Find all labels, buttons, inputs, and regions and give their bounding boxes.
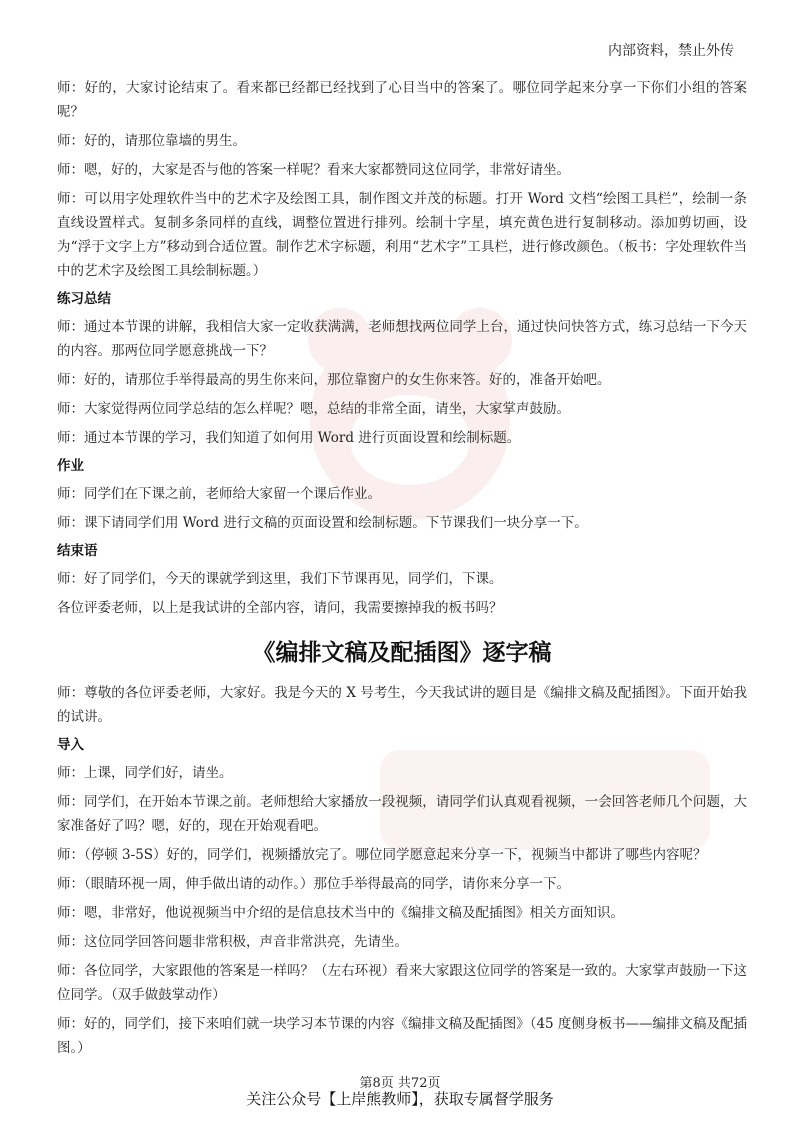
section-heading-homework: 作业 (57, 458, 84, 474)
paragraph: 师：（停顿 3-5S）好的，同学们，视频播放完了。哪位同学愿意起来分享一下，视频当中都讲了哪些内容呢？ (57, 847, 707, 863)
paragraph: 师：通过本节课的讲解，我相信大家一定收获满满，老师想找两位同学上台，通过快问快答方式，练习总结一下今天的内容。那两位同学愿意挑战一下？ (57, 319, 747, 359)
paragraph: 师：嗯，好的，大家是否与他的答案一样呢？看来大家都赞同这位同学，非常好请坐。 (57, 162, 570, 178)
paragraph: 师：各位同学，大家跟他的答案是一样吗？（左右环视）看来大家跟这位同学的答案是一致的。大家掌声鼓励一下这位同学。（双手做鼓掌动作） (57, 963, 747, 1003)
paragraph: 师：这位同学回答问题非常积极，声音非常洪亮，先请坐。 (57, 934, 408, 950)
document-title: 《编排文稿及配插图》逐字稿 (252, 640, 552, 666)
section-heading-closing: 结束语 (57, 543, 98, 559)
paragraph: 师：好的，同学们，接下来咱们就一块学习本节课的内容《编排文稿及配插图》（45 度侧身板书——编排文稿及配插图。） (57, 1016, 747, 1056)
paragraph: 各位评委老师，以上是我试讲的全部内容，请问，我需要擦掉我的板书吗？ (57, 600, 503, 616)
document-body (57, 76, 747, 1065)
paragraph: 师：可以用字处理软件当中的艺术字及绘图工具，制作图文并茂的标题。打开 Word 文档“绘图工具栏”，绘制一条直线设置样式。复制多条同样的直线，调整位置进行排列。绘制十字星，填充黄色进行复制移动。添加剪切画，设为“浮于文字上方”移动到合适位置。制作艺术字标题，利用“艺术字”工具栏，进行修改颜色。（板书：字处理软件当中的艺术字及绘图工具绘制标题。） (57, 191, 747, 279)
discussion-section (57, 76, 747, 283)
paragraph: 师：（眼睛环视一周，伸手做出请的动作。）那位手举得最高的同学，请你来分享一下。 (57, 876, 570, 892)
paragraph: 师：嗯，非常好，他说视频当中介绍的是信息技术当中的《编排文稿及配插图》相关方面知识。 (57, 905, 624, 921)
paragraph: 师：好了同学们，今天的课就学到这里，我们下节课再见，同学们，下课。 (57, 571, 503, 587)
paragraph: 师：好的，大家讨论结束了。看来都已经都已经找到了心目当中的答案了。哪位同学起来分享一下你们小组的答案呢？ (57, 80, 747, 120)
paragraph: 师：好的，请那位靠墙的男生。 (57, 133, 246, 149)
paragraph: 师：课下请同学们用 Word 进行文稿的页面设置和绘制标题。下节课我们一块分享一下。 (57, 515, 588, 531)
paragraph: 师：同学们，在开始本节课之前。老师想给大家播放一段视频，请同学们认真观看视频，一会回答老师几个问题，大家准备好了吗？嗯，好的，现在开始观看吧。 (57, 794, 747, 834)
paragraph: 师：尊敬的各位评委老师，大家好。我是今天的 X 号考生，今天我试讲的题目是《编排文稿及配插图》。下面开始我的试讲。 (57, 685, 747, 725)
paragraph: 师：好的，请那位手举得最高的男生你来问，那位靠窗户的女生你来答。好的，准备开始吧。 (57, 372, 611, 388)
paragraph: 师：通过本节课的学习，我们知道了如何用 Word 进行页面设置和绘制标题。 (57, 430, 521, 446)
confidential-note: 内部资料，禁止外传 (608, 43, 734, 59)
footer-promo-note: 关注公众号【上岸熊教师】，获取专属督学服务 (246, 1090, 554, 1108)
section-heading-lead-in: 导入 (57, 737, 84, 753)
page-number: 第8页 共72页 (359, 1076, 441, 1091)
paragraph: 师：同学们在下课之前，老师给大家留一个课后作业。 (57, 486, 381, 502)
paragraph: 师：大家觉得两位同学总结的怎么样呢？嗯，总结的非常全面，请坐，大家掌声鼓励。 (57, 401, 570, 417)
paragraph: 师：上课，同学们好，请坐。 (57, 765, 233, 781)
section-heading-practice: 练习总结 (57, 291, 111, 307)
